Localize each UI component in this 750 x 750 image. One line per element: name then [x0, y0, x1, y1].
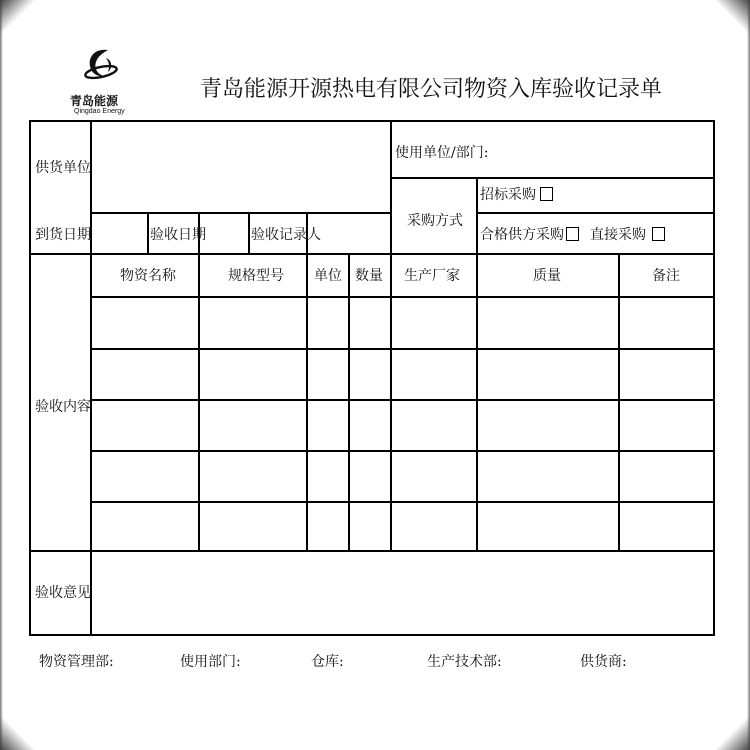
column-header: 质量	[533, 268, 561, 284]
direct-purchase-option[interactable]	[590, 227, 665, 243]
tender-purchase-option[interactable]	[480, 187, 553, 203]
signature-material-dept: 物资管理部:	[39, 654, 114, 670]
user-dept-label: 使用单位/部门:	[395, 145, 489, 161]
rule	[306, 212, 308, 552]
rule	[390, 177, 715, 179]
rule	[348, 253, 350, 552]
signature-user-dept: 使用部门:	[180, 654, 241, 670]
rule	[198, 212, 200, 552]
qualified-supplier-option[interactable]	[480, 227, 579, 243]
supplier-label: 供货单位	[35, 160, 91, 176]
rule	[90, 212, 390, 214]
scan-edge-shadow	[0, 0, 3, 750]
logo-name-cn: 青岛能源	[70, 94, 119, 108]
column-header: 备注	[652, 268, 680, 284]
rule	[476, 212, 715, 214]
rule	[90, 501, 715, 503]
inspection-content-label: 验收内容	[35, 399, 91, 415]
scan-corner-shadow	[0, 0, 40, 40]
rule	[90, 450, 715, 452]
rule	[90, 348, 715, 350]
page-title: 青岛能源开源热电有限公司物资入库验收记录单	[200, 77, 663, 102]
column-header: 物资名称	[120, 268, 176, 284]
rule	[90, 120, 92, 634]
column-header: 单位	[314, 268, 342, 284]
direct-purchase-label: 直接采购	[590, 227, 646, 243]
signature-supplier: 供货商:	[580, 654, 627, 670]
logo-name-en: Qingdao Energy	[74, 108, 125, 115]
inspection-opinion-label: 验收意见	[35, 585, 91, 601]
column-header: 数量	[355, 268, 383, 284]
recorder-label: 验收记录人	[251, 227, 321, 243]
signature-warehouse: 仓库:	[311, 654, 344, 670]
direct-purchase-checkbox[interactable]	[652, 227, 665, 241]
logo-emblem-icon	[82, 46, 122, 90]
column-header: 规格型号	[228, 268, 284, 284]
rule	[248, 212, 250, 254]
rule	[476, 177, 478, 552]
rule	[90, 399, 715, 401]
qualified-supplier-checkbox[interactable]	[566, 227, 579, 241]
table-border-top	[29, 120, 715, 122]
rule	[390, 120, 392, 552]
rule	[29, 253, 715, 255]
arrival-date-label: 到货日期	[35, 227, 91, 243]
table-border-bottom	[29, 634, 715, 636]
rule	[618, 253, 620, 552]
scan-corner-shadow	[710, 710, 750, 750]
signature-production-tech: 生产技术部:	[427, 654, 502, 670]
rule	[147, 212, 149, 254]
tender-purchase-checkbox[interactable]	[540, 187, 553, 201]
table-border-right	[713, 120, 715, 636]
company-logo	[68, 46, 138, 118]
inspect-date-label: 验收日期	[150, 227, 206, 243]
rule	[29, 550, 715, 552]
purchase-method-label: 采购方式	[407, 213, 463, 229]
table-border-left	[29, 120, 31, 636]
column-header: 生产厂家	[404, 268, 460, 284]
scan-corner-shadow	[710, 0, 750, 40]
rule	[90, 296, 715, 298]
tender-purchase-label: 招标采购	[480, 187, 536, 203]
qualified-supplier-label: 合格供方采购	[480, 227, 564, 243]
scan-corner-shadow	[0, 710, 40, 750]
